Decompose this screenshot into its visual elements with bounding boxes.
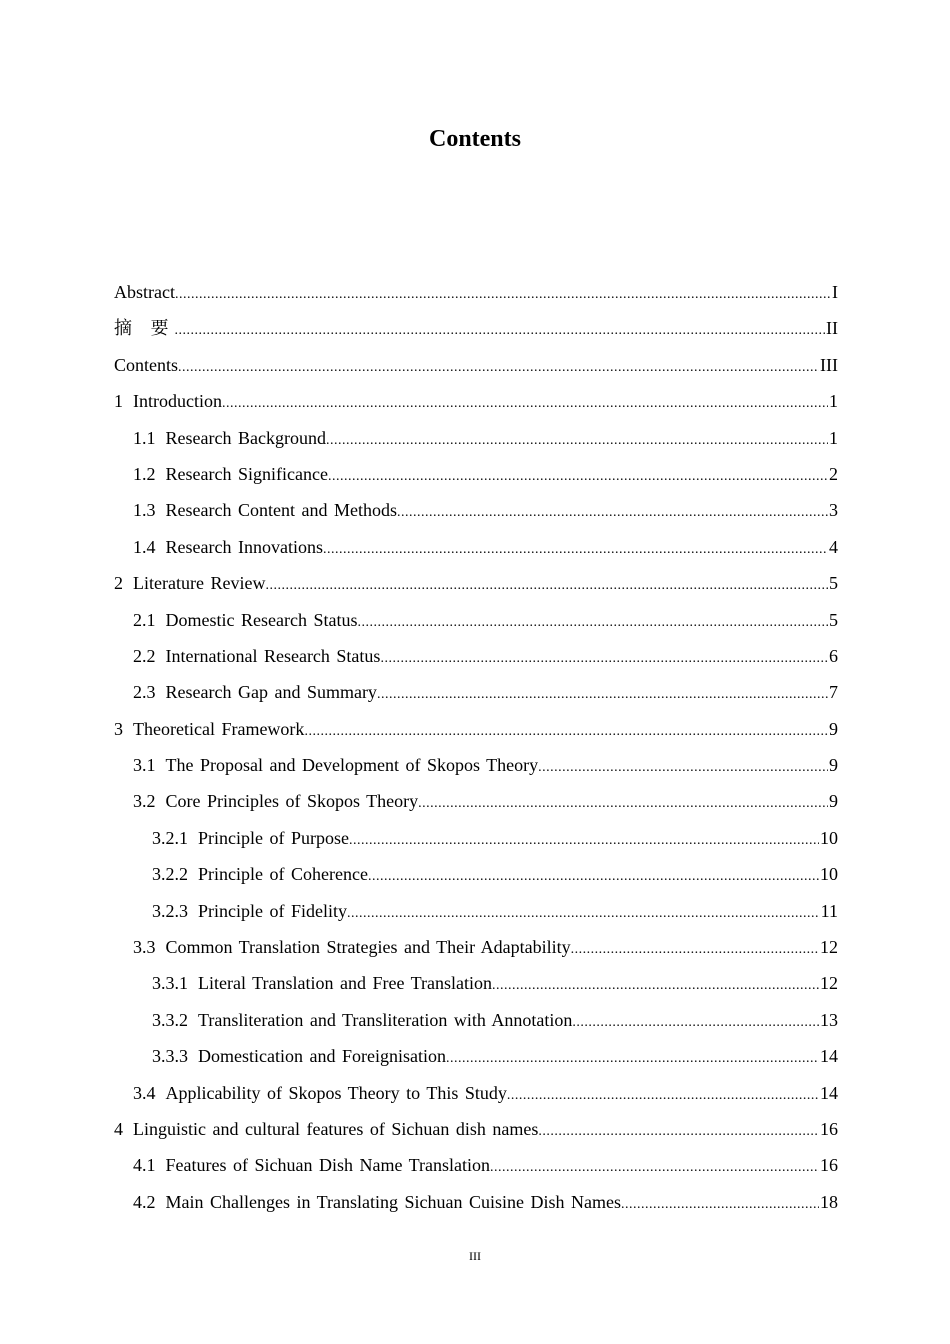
toc-entry-title: Abstract (114, 282, 175, 302)
toc-entry-title: Introduction (133, 391, 222, 412)
toc-entry[interactable] (114, 862, 838, 898)
toc-dot-leader (347, 902, 820, 926)
toc-entry-page: 3 (829, 500, 838, 521)
toc-entry-number: 3 (114, 718, 123, 739)
toc-entry[interactable] (114, 498, 838, 534)
toc-entry-page: I (832, 282, 838, 302)
toc-entry-title: Core Principles of Skopos Theory (165, 791, 419, 812)
toc-entry[interactable] (114, 1081, 838, 1117)
toc-entry-title: Literal Translation and Free Translation (198, 973, 492, 994)
toc-dot-leader (571, 938, 819, 962)
toc-entry-title: Linguistic and cultural features of Sichuan dish names (133, 1118, 539, 1139)
toc-entry[interactable] (114, 717, 838, 753)
toc-entry[interactable] (114, 971, 838, 1007)
toc-entry-page: 16 (820, 1118, 838, 1139)
toc-entry[interactable] (114, 753, 838, 789)
toc-dot-leader (380, 647, 828, 671)
toc-entry-number: 2.3 (133, 682, 156, 703)
toc-entry-number: 1.4 (133, 536, 156, 557)
toc-entry[interactable] (114, 1153, 838, 1189)
toc-entry[interactable] (114, 935, 838, 971)
toc-dot-leader (349, 829, 819, 853)
toc-entry-page: 16 (820, 1155, 838, 1176)
toc-entry-number: 2.2 (133, 645, 156, 666)
toc-dot-leader (446, 1047, 819, 1071)
toc-entry[interactable] (114, 316, 838, 352)
toc-dot-leader (538, 756, 828, 780)
toc-entry[interactable] (114, 1190, 838, 1226)
toc-dot-leader (357, 611, 828, 635)
toc-entry[interactable] (114, 680, 838, 716)
toc-entry[interactable] (114, 1044, 838, 1080)
toc-entry-page: 5 (829, 609, 838, 630)
toc-entry-title: Applicability of Skopos Theory to This Study (165, 1082, 507, 1103)
toc-dot-leader (572, 1011, 819, 1035)
toc-entry-title: Research Significance (165, 463, 328, 484)
toc-entry-page: 14 (820, 1082, 838, 1103)
toc-entry-number: 3.2.1 (152, 827, 188, 848)
toc-entry-page: III (820, 354, 838, 375)
toc-entry-number: 1 (114, 391, 123, 412)
toc-entry[interactable] (114, 535, 838, 571)
toc-entry-title: 摘 要 (114, 318, 175, 339)
toc-entry-page: 11 (820, 900, 838, 921)
toc-entry-number: 3.3 (133, 937, 156, 958)
toc-entry-title: Research Innovations (165, 536, 323, 557)
toc-entry-page: II (826, 318, 838, 339)
toc-entry-page: 12 (820, 937, 838, 958)
toc-entry-title: Research Background (165, 427, 326, 448)
toc-dot-leader (175, 319, 826, 343)
toc-entry-title: Domestication and Foreignisation (198, 1046, 446, 1067)
toc-entry[interactable] (114, 353, 838, 389)
toc-dot-leader (222, 392, 828, 416)
toc-entry-number: 4.1 (133, 1155, 156, 1176)
toc-entry[interactable] (114, 462, 838, 498)
toc-entry[interactable] (114, 899, 838, 935)
toc-entry-page: 14 (820, 1046, 838, 1067)
toc-entry-title: Literature Review (133, 573, 266, 594)
toc-entry-title: Features of Sichuan Dish Name Translation (165, 1155, 490, 1176)
toc-entry-title: Theoretical Framework (133, 718, 305, 739)
toc-entry[interactable] (114, 1008, 838, 1044)
toc-dot-leader (368, 865, 819, 889)
toc-entry-page: 1 (829, 391, 838, 412)
toc-entry-page: 4 (829, 536, 838, 557)
toc-dot-leader (323, 538, 828, 562)
toc-dot-leader (265, 574, 828, 598)
toc-entry-number: 3.3.2 (152, 1009, 188, 1030)
table-of-contents (114, 280, 838, 1226)
toc-entry-number: 1.2 (133, 463, 156, 484)
toc-entry-number: 2.1 (133, 609, 156, 630)
toc-entry-page: 1 (829, 427, 838, 448)
toc-entry-title: Principle of Coherence (198, 864, 368, 885)
toc-entry-title: The Proposal and Development of Skopos Theory (165, 755, 539, 776)
toc-entry-title: International Research Status (165, 645, 381, 666)
toc-dot-leader (328, 465, 828, 489)
toc-dot-leader (507, 1084, 819, 1108)
toc-entry[interactable] (114, 426, 838, 462)
toc-entry-page: 7 (829, 682, 838, 703)
toc-entry-number: 3.3.3 (152, 1046, 188, 1067)
toc-entry-number: 3.2 (133, 791, 156, 812)
page-number: III (469, 1249, 481, 1263)
toc-entry-page: 9 (829, 791, 838, 812)
toc-entry[interactable] (114, 826, 838, 862)
toc-dot-leader (304, 720, 828, 744)
toc-dot-leader (490, 1156, 819, 1180)
toc-dot-leader (175, 283, 831, 307)
toc-dot-leader (538, 1120, 819, 1144)
toc-entry-title: Domestic Research Status (165, 609, 358, 630)
toc-dot-leader (377, 683, 828, 707)
toc-entry-page: 10 (820, 864, 838, 885)
toc-entry-title: Common Translation Strategies and Their Adaptability (165, 937, 571, 958)
toc-entry-page: 6 (829, 645, 838, 666)
toc-entry[interactable] (114, 789, 838, 825)
toc-entry-number: 2 (114, 573, 123, 594)
toc-entry-title: Transliteration and Transliteration with Annotation (198, 1009, 573, 1030)
toc-entry-page: 5 (829, 573, 838, 594)
toc-entry-page: 9 (829, 718, 838, 739)
toc-entry-number: 1.3 (133, 500, 156, 521)
toc-entry-number: 1.1 (133, 427, 156, 448)
toc-entry-number: 4.2 (133, 1191, 156, 1212)
toc-dot-leader (492, 974, 819, 998)
toc-entry-title: Main Challenges in Translating Sichuan Cuisine Dish Names (165, 1191, 621, 1212)
page-title: Contents (428, 126, 521, 152)
toc-entry[interactable] (114, 644, 838, 680)
toc-entry-number: 3.3.1 (152, 973, 188, 994)
toc-entry-page: 18 (820, 1191, 838, 1212)
toc-entry-title: Principle of Purpose (198, 827, 349, 848)
toc-entry-page: 13 (820, 1009, 838, 1030)
toc-entry[interactable] (114, 571, 838, 607)
toc-entry-page: 9 (829, 755, 838, 776)
toc-dot-leader (418, 792, 828, 816)
toc-dot-leader (178, 356, 819, 380)
toc-entry-number: 3.2.3 (152, 900, 188, 921)
toc-entry-title: Research Content and Methods (165, 500, 397, 521)
toc-dot-leader (397, 501, 828, 525)
toc-entry-title: Contents (114, 354, 179, 375)
toc-dot-leader (326, 429, 828, 453)
toc-entry-number: 3.1 (133, 755, 156, 776)
toc-entry-number: 3.4 (133, 1082, 156, 1103)
toc-entry[interactable] (114, 389, 838, 425)
toc-entry-page: 2 (829, 463, 838, 484)
toc-dot-leader (621, 1193, 819, 1217)
toc-entry[interactable] (114, 1117, 838, 1153)
toc-entry[interactable] (114, 280, 838, 316)
toc-entry-title: Principle of Fidelity (198, 900, 347, 921)
toc-entry-page: 12 (820, 973, 838, 994)
toc-entry-page: 10 (820, 827, 838, 848)
toc-entry[interactable] (114, 608, 838, 644)
toc-entry-number: 3.2.2 (152, 864, 188, 885)
toc-entry-title: Research Gap and Summary (165, 682, 377, 703)
toc-entry-number: 4 (114, 1118, 123, 1139)
